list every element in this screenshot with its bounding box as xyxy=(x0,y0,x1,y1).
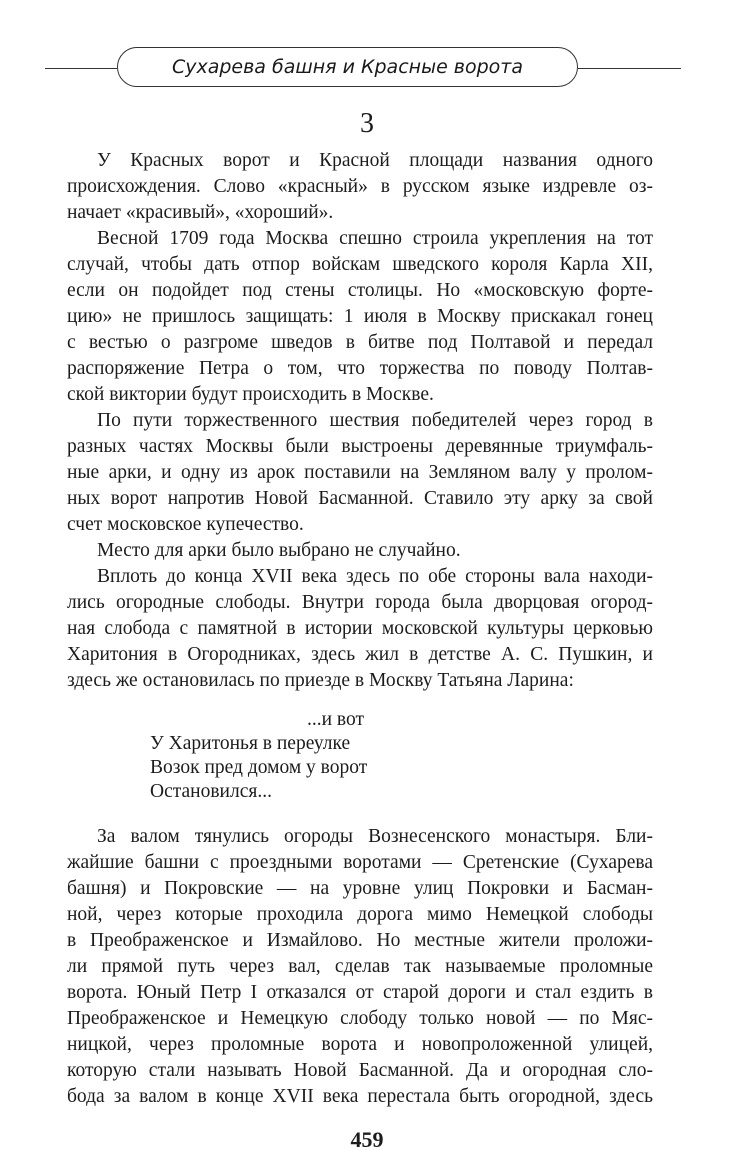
paragraph xyxy=(67,408,653,538)
text-line: По пути торжественного шествия победителей через город в xyxy=(97,410,653,431)
chapter-number: 3 xyxy=(360,108,374,139)
text-line: ной, через которые проходила дорога мимо Немецкой слободы xyxy=(67,904,653,925)
running-title: Сухарева башня и Красные ворота xyxy=(171,56,524,78)
text-line: У Красных ворот и Красной площади названия одного xyxy=(97,150,653,171)
text-line: с вестью о разгроме шведов в битве под Полтавой и передал xyxy=(67,332,653,353)
text-line: цию» не пришлось защищать: 1 июля в Москву прискакал гонец xyxy=(67,306,653,327)
text-line: ворота. Юный Петр I отказался от старой дороги и стал ездить в xyxy=(67,982,653,1003)
text-line: лись огородные слободы. Внутри города была дворцовая огород- xyxy=(67,592,653,613)
paragraph xyxy=(67,824,653,1110)
text-line: ные арки, и одну из арок поставили на Земляном валу у пролом- xyxy=(67,462,653,483)
text-line: если он подойдет под стены столицы. Но «московскую форте- xyxy=(67,280,653,301)
poem-line: Возок пред домом у ворот xyxy=(150,757,368,778)
text-line: разных частях Москвы были выстроены деревянные триумфаль- xyxy=(67,436,653,457)
text-line: ницкой, через проломные ворота и новопроложенной улицей, xyxy=(67,1034,653,1055)
poem-line: ...и вот xyxy=(307,709,365,730)
text-line: Вплоть до конца XVII века здесь по обе стороны вала находи- xyxy=(97,566,653,587)
text-line: За валом тянулись огороды Вознесенского монастыря. Бли- xyxy=(97,826,653,847)
paragraph xyxy=(67,226,653,408)
paragraph xyxy=(67,538,653,564)
text-line: случай, чтобы дать отпор войскам шведского короля Карла XII, xyxy=(67,254,653,275)
poem-line: У Харитонья в переулке xyxy=(150,733,351,754)
paragraph xyxy=(67,148,653,226)
poem-quote xyxy=(67,708,653,804)
text-line: начает «красивый», «хороший». xyxy=(67,202,334,223)
page-number: 459 xyxy=(350,1127,384,1152)
text-line: ных ворот напротив Новой Басманной. Ставило эту арку за свой xyxy=(67,488,653,509)
text-line: Харитония в Огородниках, здесь жил в детстве А. С. Пушкин, и xyxy=(67,644,653,665)
running-header xyxy=(117,47,578,87)
text-line: Преображенское и Немецкую слободу только новой — по Мяс- xyxy=(67,1008,653,1029)
text-line: здесь же остановилась по приезде в Москву Татьяна Ларина: xyxy=(67,670,574,691)
header-rule-left xyxy=(45,68,117,69)
text-line: Весной 1709 года Москва спешно строила укрепления на тот xyxy=(97,228,653,249)
text-line: ная слобода с памятной в истории московской культуры церковью xyxy=(67,618,653,639)
poem-line: Остановился... xyxy=(150,781,272,802)
text-line: бода за валом в конце XVII века перестала быть огородной, здесь xyxy=(67,1086,653,1107)
text-line: Место для арки было выбрано не случайно. xyxy=(97,540,461,561)
text-line: распоряжение Петра о том, что торжества по поводу Полтав- xyxy=(67,358,653,379)
text-line: счет московское купечество. xyxy=(67,514,304,535)
text-line: башня) и Покровские — на уровне улиц Покровки и Басман- xyxy=(67,878,653,899)
text-line: которую стали называть Новой Басманной. Да и огородная сло- xyxy=(67,1060,653,1081)
text-line: жайшие башни с проездными воротами — Сретенские (Сухарева xyxy=(67,852,653,873)
text-line: ли прямой путь через вал, сделав так называемые проломные xyxy=(67,956,653,977)
page-body xyxy=(67,148,653,1110)
paragraph xyxy=(67,564,653,694)
text-line: ской виктории будут происходить в Москве. xyxy=(67,384,434,405)
text-line: происхождения. Слово «красный» в русском языке издревле оз- xyxy=(67,176,653,197)
text-line: в Преображенское и Измайлово. Но местные жители проложи- xyxy=(67,930,653,951)
header-rule-right xyxy=(578,68,681,69)
